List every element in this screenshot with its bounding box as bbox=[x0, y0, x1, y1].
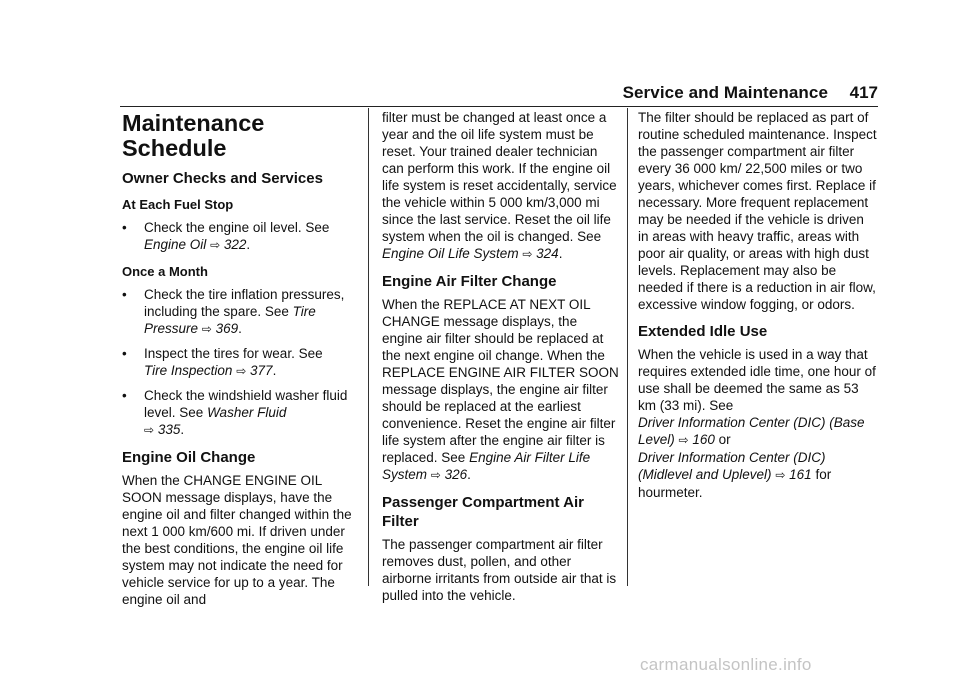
paragraph-text: When the vehicle is used in a way that requires extended idle time, one hour of use shall be deemed the same as 53 km (33 mi). See bbox=[638, 347, 876, 413]
dic-midlevel-uplevel-link[interactable]: Driver Information Center (DIC) (Midlevel and Uplevel) bbox=[638, 450, 826, 482]
page-ref-icon: ⇨ bbox=[236, 364, 247, 378]
bullet-icon: • bbox=[122, 388, 127, 403]
cabin-filter-paragraph: The passenger compartment air filter removes dust, pollen, and other airborne irritants from outside air that is pulled into the vehicle. bbox=[382, 537, 617, 603]
page-ref-icon: ⇨ bbox=[144, 423, 155, 437]
extended-idle-paragraph bbox=[638, 346, 878, 501]
dic-base-level-link[interactable]: Driver Information Center (DIC) (Base Level) bbox=[638, 415, 865, 447]
paragraph-text: filter must be changed at least once a year and the oil life system must be reset. Your trained dealer technician can perform this work. If the engine oil life system is reset accidentally, service the vehicle within 5 000 km/3,000 mi since the last service. Reset the oil life system when the oil is changed. See bbox=[382, 110, 617, 244]
tire-pressure-link[interactable]: Tire Pressure bbox=[144, 304, 316, 336]
paragraph-text: When the REPLACE AT NEXT OIL CHANGE message displays, the engine air filter should be replaced at the next engine oil change. When the REPLACE ENGINE AIR FILTER SOON message displays, the engine air filter should be replaced at the earliest convenience. Reset the engine air filter life system after the engine air filter is replaced. See bbox=[382, 297, 619, 465]
or-text: or bbox=[718, 432, 731, 447]
page-title: Maintenance Schedule bbox=[122, 110, 265, 161]
bullet-text: Inspect the tires for wear. See bbox=[144, 346, 323, 361]
bullet-text: Check the windshield washer fluid level. See bbox=[144, 388, 348, 420]
air-filter-paragraph: When the REPLACE AT NEXT OIL CHANGE message displays, the engine air filter should be replaced at the next engine oil change. When the REPLACE ENGINE AIR FILTER SOON message displays, the engine air filter should be replaced at the earliest convenience. Reset the engine air filter life system after the engine air filter is replaced. See Engine Air Filter Life System ⇨ 326. bbox=[382, 297, 619, 482]
bullet-icon: • bbox=[122, 220, 127, 235]
column-1 bbox=[122, 109, 354, 608]
column-divider bbox=[627, 108, 628, 586]
once-a-month-heading: Once a Month bbox=[122, 264, 208, 279]
page-ref: 369 bbox=[215, 321, 239, 336]
extended-idle-heading: Extended Idle Use bbox=[638, 323, 768, 340]
page-ref: 161 bbox=[789, 467, 812, 482]
list-item: • Check the engine oil level. See Engine Oil ⇨ 322. bbox=[122, 220, 330, 252]
page-ref-icon: ⇨ bbox=[775, 468, 786, 482]
section-title: Service and Maintenance bbox=[622, 83, 828, 102]
tail-text: for hourmeter. bbox=[638, 467, 832, 500]
engine-air-filter-heading: Engine Air Filter Change bbox=[382, 273, 557, 290]
column-divider bbox=[368, 108, 369, 586]
page-ref-icon: ⇨ bbox=[678, 433, 689, 447]
engine-oil-paragraph: When the CHANGE ENGINE OIL SOON message displays, have the engine oil and filter changed within the next 1 000 km/600 mi. If driven under the best conditions, the engine oil life system may not indicate the need for vehicle service for up to a year. The engine oil and bbox=[122, 473, 352, 607]
page-ref-icon: ⇨ bbox=[522, 247, 533, 261]
bullet-text: Check the tire inflation pressures, including the spare. See bbox=[144, 287, 345, 319]
page-number: 417 bbox=[849, 83, 878, 102]
column-2 bbox=[382, 109, 620, 604]
bullet-icon: • bbox=[122, 287, 127, 302]
engine-oil-change-heading: Engine Oil Change bbox=[122, 449, 256, 466]
engine-oil-life-system-link[interactable]: Engine Oil Life System bbox=[382, 246, 519, 261]
fuel-stop-heading: At Each Fuel Stop bbox=[122, 197, 234, 212]
page-ref: 326 bbox=[444, 467, 468, 482]
list-item: • Inspect the tires for wear. See Tire Inspection ⇨ 377. bbox=[122, 346, 323, 378]
header-rule bbox=[120, 106, 878, 107]
column-3 bbox=[638, 109, 878, 501]
cabin-filter-continued: The filter should be replaced as part of routine scheduled maintenance. Inspect the passenger compartment air filter every 36 000 km/ 22,500 miles or two years, whichever comes first. Replace if necessary. More frequent replacement may be needed if the vehicle is driven in areas with heavy traffic, areas with poor air quality, or areas with high dust levels. Replacement may also be needed if there is a reduction in air flow, excessive window fogging, or odors. bbox=[638, 110, 877, 312]
page-ref: 322 bbox=[223, 237, 247, 252]
engine-air-filter-life-link[interactable]: Engine Air Filter Life System bbox=[382, 450, 591, 482]
page-ref: 377 bbox=[250, 363, 273, 378]
bullet-text: Check the engine oil level. See bbox=[144, 220, 330, 235]
page-ref-icon: ⇨ bbox=[210, 238, 221, 252]
list-item: • Check the windshield washer fluid level. See Washer Fluid ⇨ 335. bbox=[122, 388, 348, 437]
list-item: • Check the tire inflation pressures, including the spare. See Tire Pressure ⇨ 369. bbox=[122, 287, 345, 336]
engine-oil-link[interactable]: Engine Oil bbox=[144, 237, 207, 252]
page-ref: 160 bbox=[692, 432, 715, 447]
washer-fluid-link[interactable]: Washer Fluid bbox=[207, 405, 287, 420]
page-ref-icon: ⇨ bbox=[430, 468, 441, 482]
oil-life-paragraph: filter must be changed at least once a year and the oil life system must be reset. Your trained dealer technician can perform this work. If the engine oil life system is reset accidentally, service the vehicle within 5 000 km/3,000 mi since the last service. Reset the oil life system when the oil is changed. See Engine Oil Life System ⇨ 324. bbox=[382, 110, 617, 261]
tire-inspection-link[interactable]: Tire Inspection bbox=[144, 363, 233, 378]
page-ref: 335 bbox=[157, 422, 181, 437]
page-ref-icon: ⇨ bbox=[201, 322, 212, 336]
cabin-filter-heading: Passenger Compartment Air Filter bbox=[382, 494, 585, 530]
bullet-icon: • bbox=[122, 346, 127, 361]
watermark: carmanualsonline.info bbox=[640, 655, 812, 674]
owner-checks-heading: Owner Checks and Services bbox=[122, 170, 323, 187]
page-ref: 324 bbox=[536, 246, 559, 261]
